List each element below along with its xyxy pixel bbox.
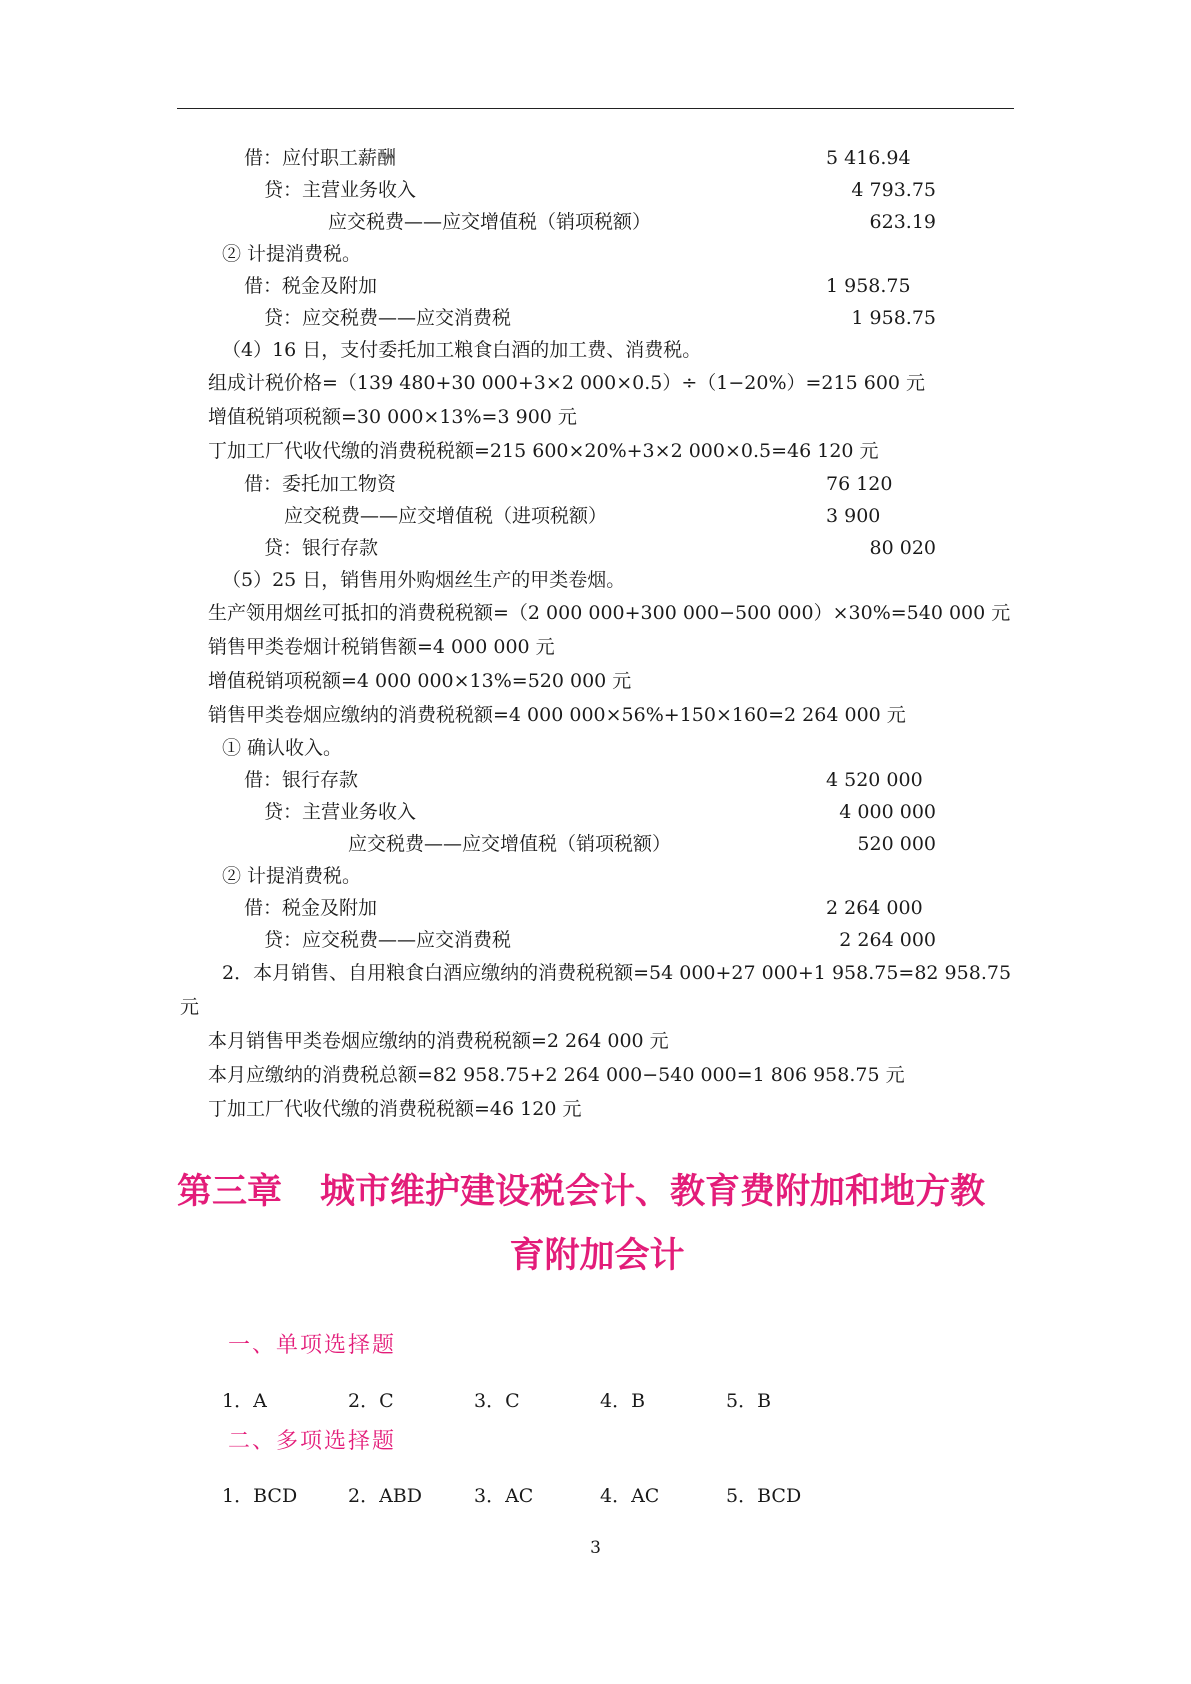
calculation-text: 组成计税价格=（139 480+30 000+3×2 000×0.5）÷（1−20%）=215 600 元 xyxy=(208,372,926,394)
journal-entry-line xyxy=(0,174,1191,206)
debit-amount: 4 520 000 xyxy=(826,769,923,791)
calculation-line xyxy=(0,366,1191,400)
journal-entry-line xyxy=(0,206,1191,238)
journal-entry-line xyxy=(0,302,1191,334)
answer-item: 5．B xyxy=(726,1390,772,1412)
calculation-line xyxy=(0,400,1191,434)
entry-text: 借：税金及附加 xyxy=(244,897,378,919)
entry-text: 借：税金及附加 xyxy=(244,275,378,297)
answer-item: 2．ABD xyxy=(348,1485,423,1507)
calculation-line xyxy=(0,664,1191,698)
entry-text: （4）16 日，支付委托加工粮食白酒的加工费、消费税。 xyxy=(222,339,702,361)
journal-entry-line xyxy=(0,500,1191,532)
summary-line xyxy=(0,1058,1191,1092)
calculation-text: 本月销售甲类卷烟应缴纳的消费税税额=2 264 000 元 xyxy=(208,1030,669,1052)
summary-line-wrap xyxy=(0,990,1191,1024)
calculation-text: 增值税销项税额=4 000 000×13%=520 000 元 xyxy=(208,670,632,692)
entry-text: 贷：应交税费——应交消费税 xyxy=(264,929,512,951)
answer-item: 5．BCD xyxy=(726,1485,802,1507)
credit-amount: 2 264 000 xyxy=(839,929,936,951)
chapter-title-line2: 育附加会计 xyxy=(509,1236,685,1276)
credit-amount: 623.19 xyxy=(869,211,936,233)
entry-text: 借：委托加工物资 xyxy=(244,473,397,495)
entry-text: （5）25 日，销售用外购烟丝生产的甲类卷烟。 xyxy=(222,569,626,591)
calculation-text: 增值税销项税额=30 000×13%=3 900 元 xyxy=(208,406,577,428)
calculation-line xyxy=(0,434,1191,468)
entry-text: 借：应付职工薪酬 xyxy=(244,147,397,169)
answer-item: 4．B xyxy=(600,1390,646,1412)
calculation-text: 销售甲类卷烟计税销售额=4 000 000 元 xyxy=(208,636,555,658)
entry-text: ① 确认收入。 xyxy=(222,737,343,759)
section-heading-single: 一、单项选择题 xyxy=(228,1333,397,1358)
entry-text: ② 计提消费税。 xyxy=(222,865,362,887)
journal-entry-line xyxy=(0,270,1191,302)
calculation-text: 丁加工厂代收代缴的消费税税额=46 120 元 xyxy=(208,1098,582,1120)
page-number: 3 xyxy=(590,1538,601,1558)
entry-text: 借：银行存款 xyxy=(244,769,359,791)
entry-text: 贷：银行存款 xyxy=(264,537,379,559)
entry-text: 应交税费——应交增值税（销项税额） xyxy=(328,211,652,233)
credit-amount: 80 020 xyxy=(869,537,936,559)
step-heading xyxy=(0,732,1191,764)
journal-entry-line xyxy=(0,468,1191,500)
entry-text: 应交税费——应交增值税（销项税额） xyxy=(348,833,672,855)
step-heading xyxy=(0,860,1191,892)
step-heading xyxy=(0,564,1191,596)
credit-amount: 4 793.75 xyxy=(851,179,936,201)
entry-text: 应交税费——应交增值税（进项税额） xyxy=(284,505,608,527)
answer-item: 3．C xyxy=(474,1390,520,1412)
page-body xyxy=(0,142,1191,1126)
debit-amount: 5 416.94 xyxy=(826,147,911,169)
step-heading xyxy=(0,334,1191,366)
answer-item: 3．AC xyxy=(474,1485,534,1507)
entry-text: 贷：主营业务收入 xyxy=(264,801,417,823)
answer-item: 1．BCD xyxy=(222,1485,298,1507)
calculation-text: 生产领用烟丝可抵扣的消费税税额=（2 000 000+300 000−500 000）×30%=540 000 元 xyxy=(208,602,1011,624)
answer-item: 1．A xyxy=(222,1390,267,1412)
calculation-line xyxy=(0,698,1191,732)
credit-amount: 4 000 000 xyxy=(839,801,936,823)
journal-entry-line xyxy=(0,532,1191,564)
entry-text: 贷：应交税费——应交消费税 xyxy=(264,307,512,329)
answer-item: 4．AC xyxy=(600,1485,660,1507)
chapter-title-line1: 城市维护建设税会计、教育费附加和地方教 xyxy=(320,1172,986,1212)
answer-item: 2．C xyxy=(348,1390,394,1412)
debit-amount: 2 264 000 xyxy=(826,897,923,919)
entry-text: ② 计提消费税。 xyxy=(222,243,362,265)
chapter-number: 第三章 xyxy=(177,1172,283,1212)
journal-entry-line xyxy=(0,828,1191,860)
calculation-line xyxy=(0,596,1191,630)
step-heading xyxy=(0,238,1191,270)
calculation-line xyxy=(0,630,1191,664)
journal-entry-line xyxy=(0,924,1191,956)
header-rule xyxy=(177,108,1014,109)
journal-entry-line xyxy=(0,142,1191,174)
credit-amount: 1 958.75 xyxy=(851,307,936,329)
debit-amount: 76 120 xyxy=(826,473,893,495)
debit-amount: 3 900 xyxy=(826,505,881,527)
journal-entry-line xyxy=(0,764,1191,796)
debit-amount: 1 958.75 xyxy=(826,275,911,297)
summary-line xyxy=(0,956,1191,990)
summary-line xyxy=(0,1092,1191,1126)
journal-entry-line xyxy=(0,892,1191,924)
credit-amount: 520 000 xyxy=(857,833,936,855)
chapter-title xyxy=(177,1160,1017,1288)
calculation-text: 元 xyxy=(180,996,200,1018)
calculation-text: 本月应缴纳的消费税总额=82 958.75+2 264 000−540 000=1 806 958.75 元 xyxy=(208,1064,905,1086)
summary-line xyxy=(0,1024,1191,1058)
calculation-text: 丁加工厂代收代缴的消费税税额=215 600×20%+3×2 000×0.5=46 120 元 xyxy=(208,440,879,462)
journal-entry-line xyxy=(0,796,1191,828)
calculation-text: 销售甲类卷烟应缴纳的消费税税额=4 000 000×56%+150×160=2 264 000 元 xyxy=(208,704,906,726)
calculation-text: 2．本月销售、自用粮食白酒应缴纳的消费税税额=54 000+27 000+1 958.75=82 958.75 xyxy=(222,962,1012,984)
section-heading-multiple: 二、多项选择题 xyxy=(228,1429,397,1454)
entry-text: 贷：主营业务收入 xyxy=(264,179,417,201)
